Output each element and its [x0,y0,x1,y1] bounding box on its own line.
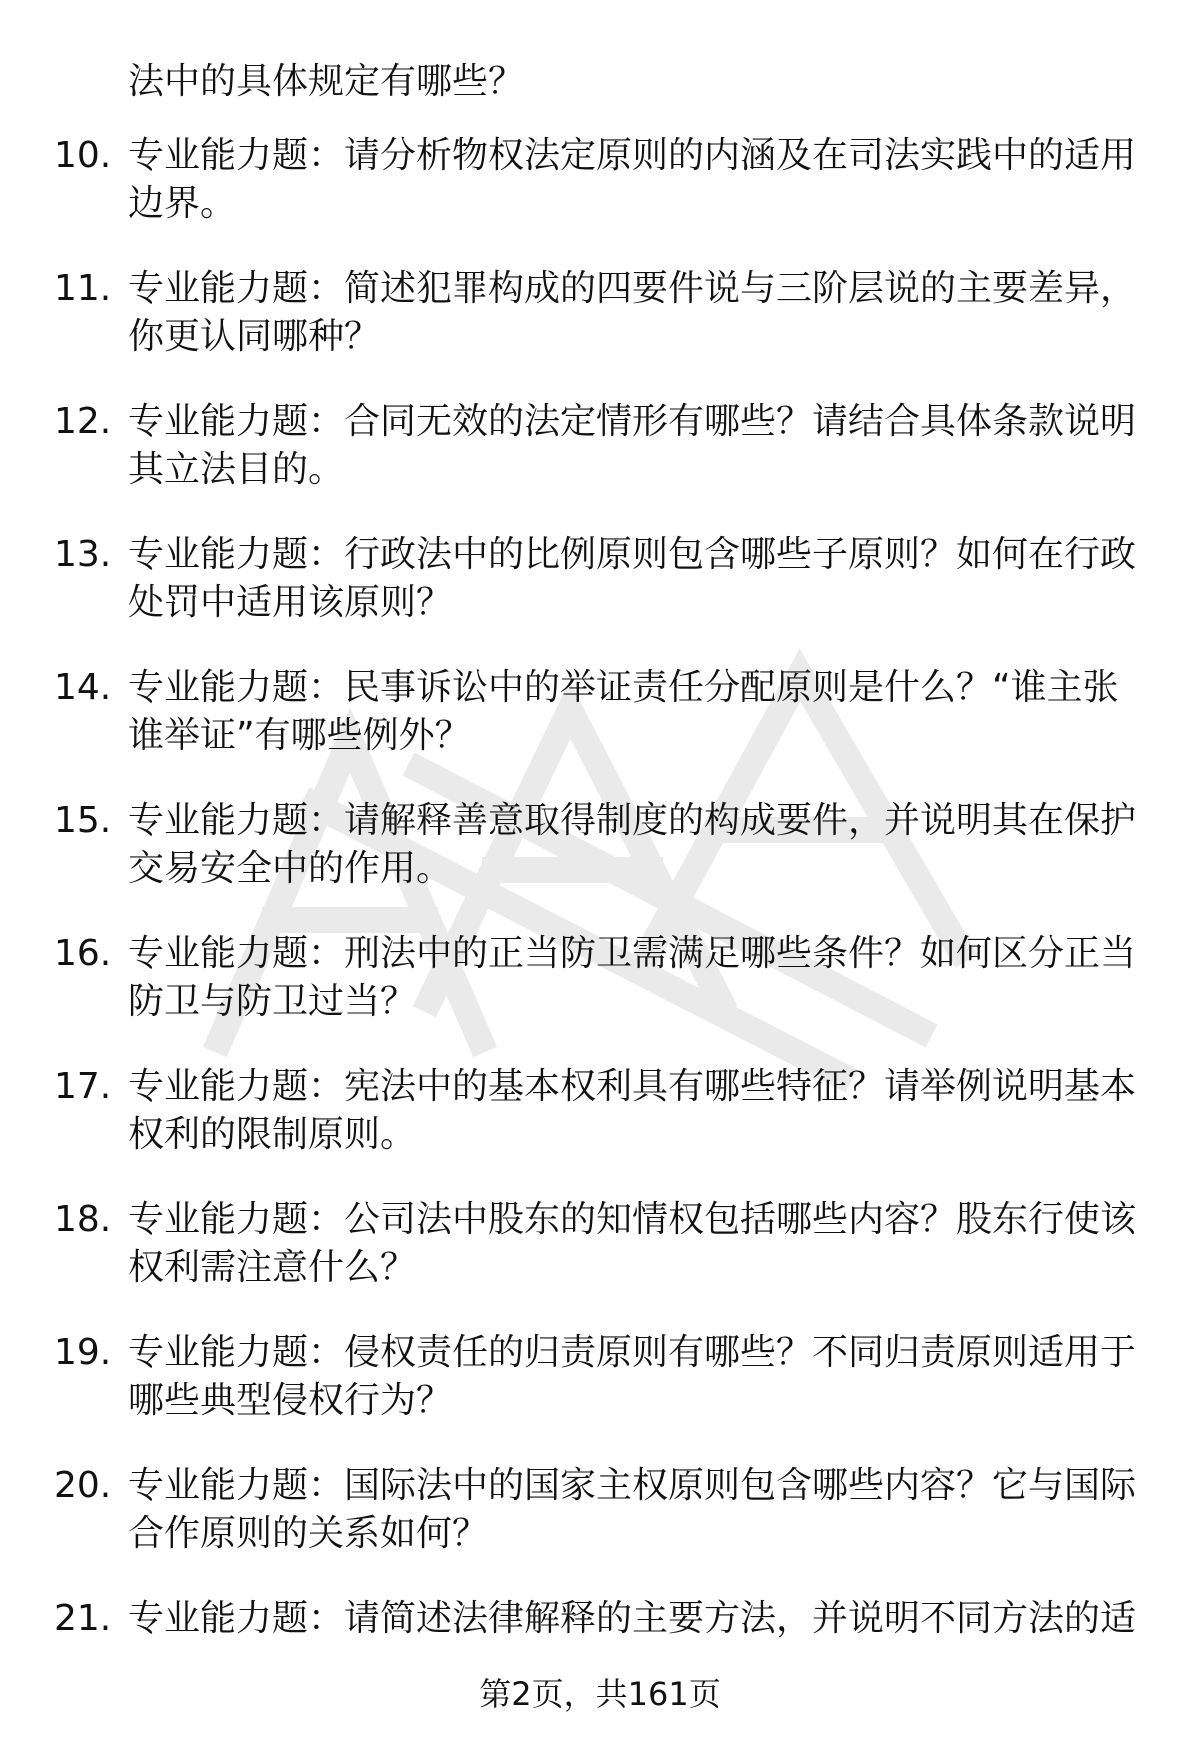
question-line: 你更认同哪种？ [128,316,381,357]
question-line: 权利的限制原则。 [128,1114,417,1155]
question-line: 哪些典型侵权行为？ [128,1380,453,1421]
question-line: 专业能力题：合同无效的法定情形有哪些？请结合具体条款说明 [128,401,1137,442]
question-text [128,531,1138,627]
question-number: 17. [54,1066,112,1107]
question-line: 专业能力题：宪法中的基本权利具有哪些特征？请举例说明基本 [128,1066,1137,1107]
question-number: 12. [54,401,112,442]
question-line: 专业能力题：行政法中的比例原则包含哪些子原则？如何在行政 [128,534,1137,575]
question-text [128,1063,1138,1159]
question-line: 权利需注意什么？ [128,1247,417,1288]
question-number: 21. [54,1598,112,1639]
question-line: 专业能力题：国际法中的国家主权原则包含哪些内容？它与国际 [128,1465,1137,1506]
question-line: 处罚中适用该原则？ [128,582,453,623]
question-line: 专业能力题：请解释善意取得制度的构成要件，并说明其在保护 [128,800,1137,841]
question-line: 合作原则的关系如何？ [128,1513,489,1554]
question-number: 10. [54,135,112,176]
page-footer: 第2页，共161页 [479,1675,721,1713]
previous-question-continuation: 法中的具体规定有哪些？ [128,61,525,102]
question-number: 16. [54,933,112,974]
question-line: 谁举证”有哪些例外？ [128,715,471,756]
question-number: 20. [54,1465,112,1506]
question-text [128,132,1138,228]
question-line: 专业能力题：简述犯罪构成的四要件说与三阶层说的主要差异， [128,268,1137,309]
question-text [128,664,1138,760]
question-line: 专业能力题：侵权责任的归责原则有哪些？不同归责原则适用于 [128,1332,1137,1373]
question-text [128,1329,1138,1425]
question-number: 19. [54,1332,112,1373]
question-text [128,398,1138,494]
question-line: 专业能力题：民事诉讼中的举证责任分配原则是什么？“谁主张 [128,667,1119,708]
question-line: 边界。 [128,183,237,224]
question-number: 14. [54,667,112,708]
question-number: 13. [54,534,112,575]
question-text [128,1462,1138,1558]
question-line: 交易安全中的作用。 [128,848,453,889]
question-text [128,797,1138,893]
question-line: 其立法目的。 [128,449,345,490]
question-line: 专业能力题：刑法中的正当防卫需满足哪些条件？如何区分正当 [128,933,1137,974]
question-text [128,265,1138,361]
question-number: 18. [54,1199,112,1240]
question-line: 专业能力题：请分析物权法定原则的内涵及在司法实践中的适用 [128,135,1137,176]
question-text [128,930,1138,1026]
question-text [128,1196,1138,1292]
question-text [128,1595,1138,1643]
question-number: 11. [54,268,112,309]
question-line: 专业能力题：公司法中股东的知情权包括哪些内容？股东行使该 [128,1199,1137,1240]
question-line: 专业能力题：请简述法律解释的主要方法，并说明不同方法的适 [128,1598,1137,1639]
question-line: 防卫与防卫过当？ [128,981,417,1022]
question-number: 15. [54,800,112,841]
